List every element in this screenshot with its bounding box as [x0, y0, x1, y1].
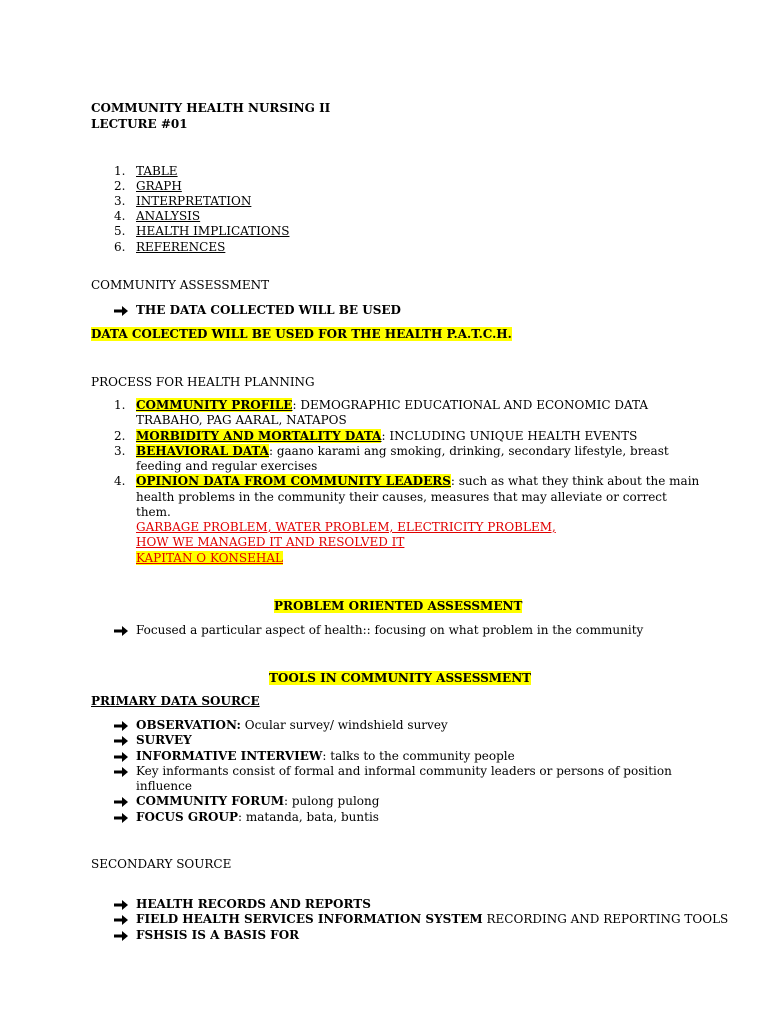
list-item-continuation: health problems in the community their causes, measures that may alleviate or correct — [136, 490, 667, 504]
bullet-text: Focused a particular aspect of health:: focusing on what problem in the community — [136, 623, 644, 637]
arrow-bullet-icon — [113, 766, 129, 778]
section-heading-process: PROCESS FOR HEALTH PLANNING — [91, 375, 315, 389]
list-item-continuation: feeding and regular exercises — [136, 459, 318, 473]
arrow-bullet-icon — [113, 720, 129, 732]
highlight-line: DATA COLECTED WILL BE USED FOR THE HEALTH P.A.T.C.H. — [91, 327, 512, 341]
bullet-text: THE DATA COLLECTED WILL BE USED — [136, 303, 401, 317]
list-item: 6. REFERENCES — [114, 240, 226, 254]
section-heading-problem-oriented: PROBLEM ORIENTED ASSESSMENT — [274, 599, 523, 613]
arrow-bullet-icon — [113, 930, 129, 942]
list-item-continuation: them. — [136, 505, 171, 519]
document-title: COMMUNITY HEALTH NURSING II — [91, 101, 331, 115]
red-note-highlight: KAPITAN O KONSEHAL — [136, 551, 283, 565]
section-heading-tools: TOOLS IN COMMUNITY ASSESSMENT — [269, 671, 532, 685]
list-item: 3. BEHAVIORAL DATA: gaano karami ang smoking, drinking, secondary lifestyle, breast — [114, 444, 669, 458]
bullet-text: HEALTH RECORDS AND REPORTS — [136, 897, 371, 911]
bullet-text: Key informants consist of formal and informal community leaders or persons of position — [136, 764, 672, 778]
arrow-bullet-icon — [113, 305, 129, 317]
arrow-bullet-icon — [113, 735, 129, 747]
list-item-continuation: TRABAHO, PAG AARAL, NATAPOS — [136, 413, 347, 427]
arrow-bullet-icon — [113, 812, 129, 824]
arrow-bullet-icon — [113, 899, 129, 911]
bullet-text: FSHSIS IS A BASIS FOR — [136, 928, 300, 942]
list-item: 3. INTERPRETATION — [114, 194, 252, 208]
section-heading-community-assessment: COMMUNITY ASSESSMENT — [91, 278, 270, 292]
bullet-text: SURVEY — [136, 733, 192, 747]
list-item: 5. HEALTH IMPLICATIONS — [114, 224, 290, 238]
bullet-text: COMMUNITY FORUM: pulong pulong — [136, 794, 380, 808]
list-item: 1. TABLE — [114, 164, 178, 178]
list-item: 1. COMMUNITY PROFILE: DEMOGRAPHIC EDUCATIONAL AND ECONOMIC DATA — [114, 398, 648, 412]
list-item: 4. ANALYSIS — [114, 209, 201, 223]
arrow-bullet-icon — [113, 751, 129, 763]
list-item: 4. OPINION DATA FROM COMMUNITY LEADERS: such as what they think about the main — [114, 474, 700, 488]
lecture-number: LECTURE #01 — [91, 117, 188, 131]
arrow-bullet-icon — [113, 914, 129, 926]
arrow-bullet-icon — [113, 796, 129, 808]
list-item: 2. GRAPH — [114, 179, 182, 193]
arrow-bullet-icon — [113, 625, 129, 637]
red-note: GARBAGE PROBLEM, WATER PROBLEM, ELECTRICITY PROBLEM, — [136, 520, 556, 534]
bullet-text-continuation: influence — [136, 779, 192, 793]
red-note: HOW WE MANAGED IT AND RESOLVED IT — [136, 535, 405, 549]
subheading-primary-data-source: PRIMARY DATA SOURCE — [91, 694, 260, 708]
list-item: 2. MORBIDITY AND MORTALITY DATA: INCLUDING UNIQUE HEALTH EVENTS — [114, 429, 638, 443]
bullet-text: FOCUS GROUP: matanda, bata, buntis — [136, 810, 379, 824]
bullet-text: INFORMATIVE INTERVIEW: talks to the community people — [136, 749, 515, 763]
bullet-text: FIELD HEALTH SERVICES INFORMATION SYSTEM RECORDING AND REPORTING TOOLS — [136, 912, 729, 926]
subheading-secondary-source: SECONDARY SOURCE — [91, 857, 232, 871]
bullet-text: OBSERVATION: Ocular survey/ windshield survey — [136, 718, 448, 732]
